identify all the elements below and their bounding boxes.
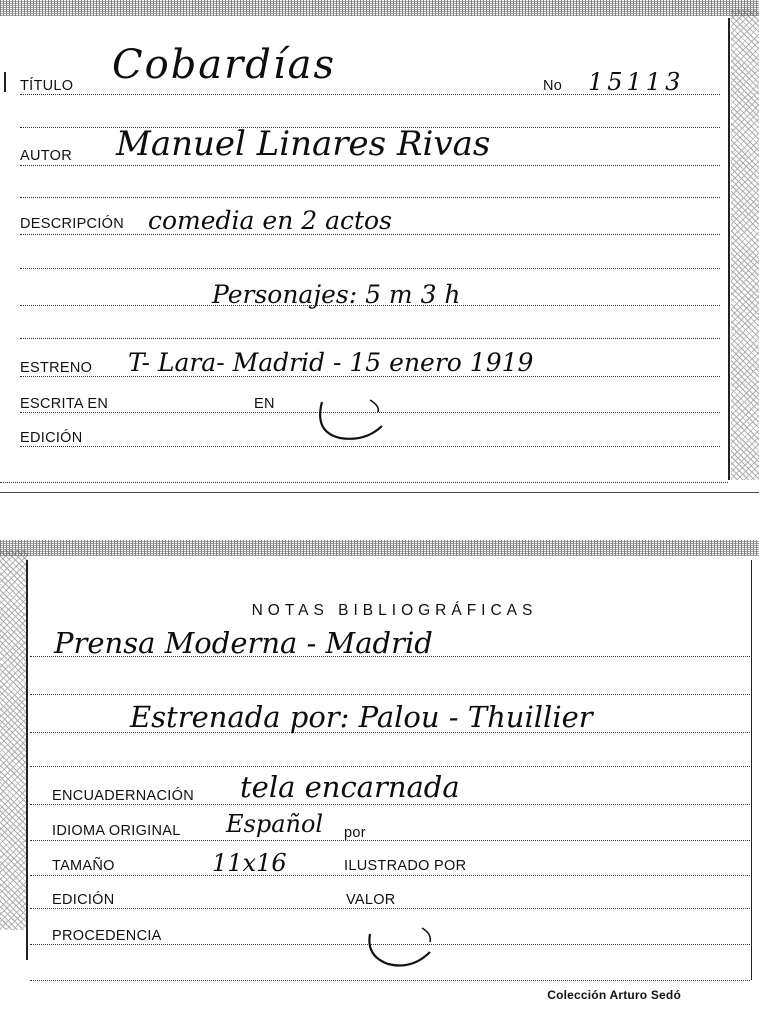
punch-hole-mark (310, 392, 390, 448)
numero-value: 15113 (588, 68, 685, 96)
rule-8 (20, 338, 720, 339)
valor-label: VALOR (346, 892, 396, 908)
rule-nota-4 (30, 766, 750, 767)
notas-heading: NOTAS BIBLIOGRÁFICAS (251, 602, 538, 619)
idioma-value: Español (226, 810, 324, 838)
scan-noise-right (731, 10, 759, 480)
card-bottom-edge (0, 482, 728, 483)
rule-idioma (30, 840, 750, 841)
rule-titulo (20, 94, 720, 95)
personajes-value: Personajes: 5 m 3 h (212, 280, 461, 309)
rule-autor (20, 165, 720, 166)
escrita-en-label: ESCRITA EN (20, 396, 109, 412)
rule-descripcion (20, 234, 720, 235)
autor-value: Manuel Linares Rivas (116, 124, 491, 164)
scan-noise-top (0, 0, 759, 16)
rule-estreno (20, 376, 720, 377)
left-tick (4, 72, 6, 92)
card-right-border-2 (751, 560, 752, 980)
por-label: por (344, 825, 366, 841)
encuadernacion-value: tela encarnada (240, 770, 460, 804)
rule-tamano (30, 875, 750, 876)
tamano-value: 11x16 (212, 849, 287, 877)
idioma-label: IDIOMA ORIGINAL (52, 823, 181, 839)
rule-6 (20, 268, 720, 269)
nota-line-2: Estrenada por: Palou - Thuillier (130, 700, 593, 734)
punch-hole-mark-2 (360, 922, 444, 974)
rule-nota-3 (30, 732, 750, 733)
rule-bottom (30, 980, 750, 981)
estreno-value: T- Lara- Madrid - 15 enero 1919 (128, 348, 534, 377)
edicion-label: EDICIÓN (20, 430, 83, 446)
rule-personajes (20, 305, 720, 306)
tamano-label: TAMAÑO (52, 858, 115, 874)
titulo-label: TÍTULO (20, 78, 74, 94)
descripcion-value: comedia en 2 actos (148, 206, 392, 235)
rule-nota-2 (30, 694, 750, 695)
card-divider (0, 492, 759, 493)
rule-4 (20, 197, 720, 198)
descripcion-label: DESCRIPCIÓN (20, 216, 125, 232)
card-right-border (728, 18, 730, 480)
ilustrado-label: ILUSTRADO POR (344, 858, 467, 874)
autor-label: AUTOR (20, 148, 72, 164)
titulo-value: Cobardías (112, 42, 337, 88)
rule-encuadernacion (30, 804, 750, 805)
encuadernacion-label: ENCUADERNACIÓN (52, 788, 194, 804)
card-left-border (26, 560, 28, 960)
scan-noise-top-2 (0, 540, 759, 556)
nota-line-1: Prensa Moderna - Madrid (54, 626, 433, 660)
catalog-card-bottom (0, 540, 759, 1028)
en-label: EN (254, 396, 275, 412)
coleccion-footer: Colección Arturo Sedó (547, 988, 681, 1002)
edicion-label-2: EDICIÓN (52, 892, 115, 908)
rule-nota-1 (30, 656, 750, 657)
estreno-label: ESTRENO (20, 360, 93, 376)
procedencia-label: PROCEDENCIA (52, 928, 162, 944)
rule-edicion-2 (30, 908, 750, 909)
rule-2 (20, 127, 720, 128)
catalog-card-top (0, 0, 759, 492)
numero-label: No (543, 78, 563, 94)
